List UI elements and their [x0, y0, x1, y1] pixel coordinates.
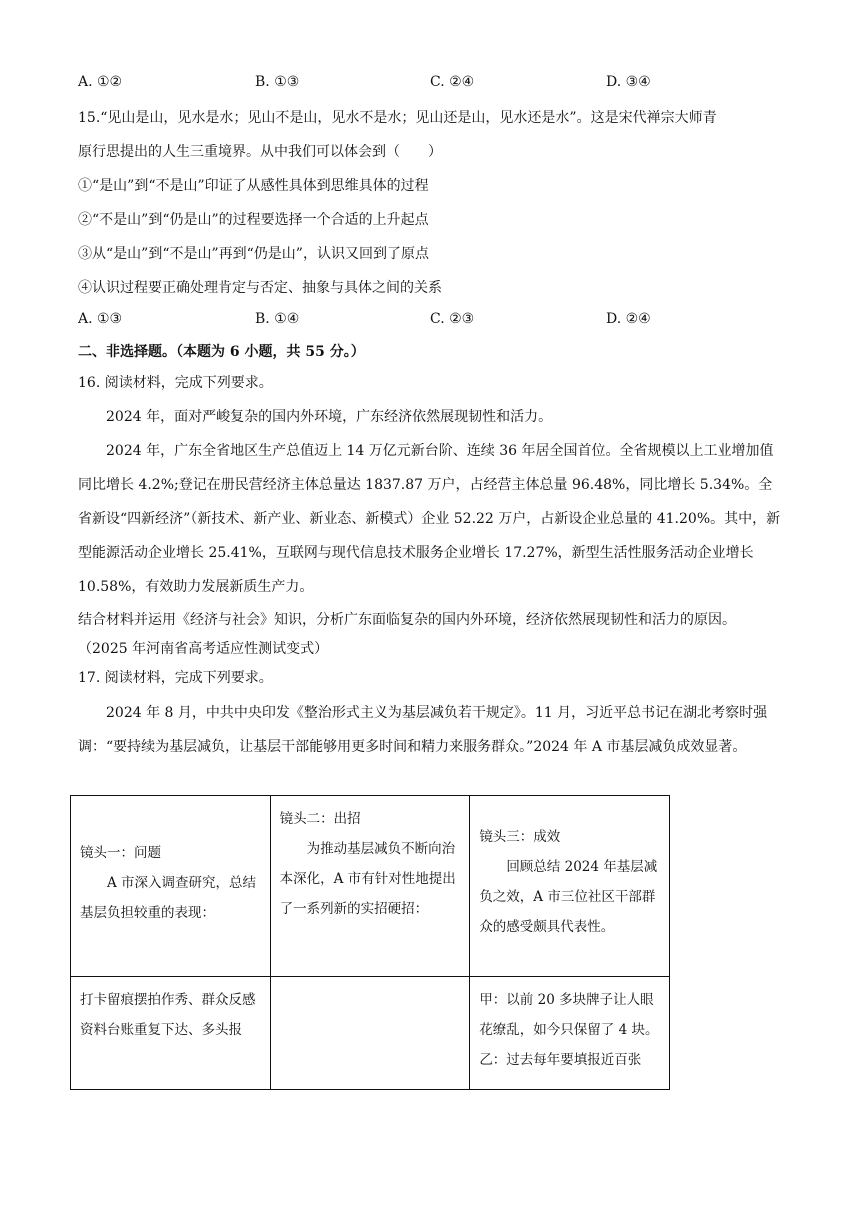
q15-item-1: ①“是山”到“不是山”印证了从感性具体到思维具体的过程	[78, 178, 429, 194]
q14-option-b: B. ①③	[255, 74, 300, 90]
q15-stem-line2: 原行思提出的人生三重境界。从中我们可以体会到（ ）	[78, 144, 442, 160]
q15-option-c: C. ②③	[430, 311, 475, 327]
q15-item-2: ②“不是山”到“仍是山”的过程要选择一个合适的上升起点	[78, 212, 429, 228]
q17-material-para1: 2024 年 8 月，中共中央印发《整治形式主义为基层减负若干规定》。11 月，习近平总书记在湖北考察时强调：“要持续为基层减负，让基层干部能够用更多时间和精力来服务群众。”2024 年 A 市基层减负成效显著。	[78, 705, 768, 755]
section-title: 二、非选择题。（本题为 6 小题，共 55 分。）	[78, 344, 365, 360]
table-cell-results	[470, 796, 670, 977]
q17-table	[70, 795, 670, 1090]
q15-option-b: B. ①④	[255, 311, 300, 327]
q15-item-4: ④认识过程要正确处理肯定与否定、抽象与具体之间的关系	[78, 280, 442, 296]
result-item-yi: 乙：过去每年要填报近百张	[479, 1052, 642, 1068]
q14-option-d: D. ③④	[606, 74, 651, 90]
lens-one-text: A 市深入调查研究，总结基层负担较重的表现：	[80, 875, 257, 921]
lens-three-title: 镜头三：成效	[479, 829, 561, 845]
q15-stem-line1: 15.“见山是山，见水是水；见山不是山，见水不是水；见山还是山，见水还是水”。这是宋代禅宗大师青	[78, 110, 717, 126]
table-cell-results-detail	[470, 977, 670, 1090]
lens-two-text: 为推动基层减负不断向治本深化，A 市有针对性地提出了一系列新的实招硬招：	[279, 841, 456, 917]
q15-option-a: A. ①③	[78, 311, 123, 327]
q16-material-para1: 2024 年，面对严峻复杂的国内外环境，广东经济依然展现韧性和活力。	[106, 409, 553, 425]
table-cell-measures	[270, 796, 470, 977]
problem-item-2: 资料台账重复下达、多头报	[80, 1022, 242, 1038]
q16-stem: 16. 阅读材料，完成下列要求。	[78, 375, 273, 391]
result-item-jia: 甲：以前 20 多块牌子让人眼花缭乱，如今只保留了 4 块。	[479, 992, 659, 1038]
table-cell-measures-detail	[270, 977, 470, 1090]
lens-one-title: 镜头一：问题	[80, 845, 161, 861]
problem-item-1: 打卡留痕摆拍作秀、群众反感	[80, 992, 256, 1008]
q15-item-3: ③从“是山”到“不是山”再到“仍是山”，认识又回到了原点	[78, 246, 429, 262]
lens-two-title: 镜头二：出招	[279, 811, 361, 827]
q14-option-c: C. ②④	[430, 74, 475, 90]
q16-source: （2025 年河南省高考适应性测试变式）	[78, 641, 329, 657]
table-cell-problem	[71, 796, 271, 977]
q17-stem: 17. 阅读材料，完成下列要求。	[78, 670, 273, 686]
table-cell-problem-detail	[71, 977, 271, 1090]
q15-option-d: D. ②④	[606, 311, 651, 327]
q14-option-a: A. ①②	[78, 74, 123, 90]
lens-three-text: 回顾总结 2024 年基层减负之效，A 市三位社区干部群众的感受颇具代表性。	[479, 859, 658, 935]
q16-material-para2: 2024 年，广东全省地区生产总值迈上 14 万亿元新台阶、连续 36 年居全国首位。全省规模以上工业增加值同比增长 4.2%;登记在册民营经济主体总量达 1837.87 万户，占经营主体总量 96.48%，同比增长 5.34%。全省新设“四新经济”（新技术、新产业、新业态、新模式）企业 52.22 万户，占新设企业总量的 41.20%。其中，新型能源活动企业增长 25.41%，互联网与现代信息技术服务企业增长 17.27%，新型生活性服务活动企业增长 10.58%，有效助力发展新质生产力。	[78, 443, 781, 595]
q16-task: 结合材料并运用《经济与社会》知识，分析广东面临复杂的国内外环境，经济依然展现韧性和活力的原因。	[78, 612, 736, 628]
